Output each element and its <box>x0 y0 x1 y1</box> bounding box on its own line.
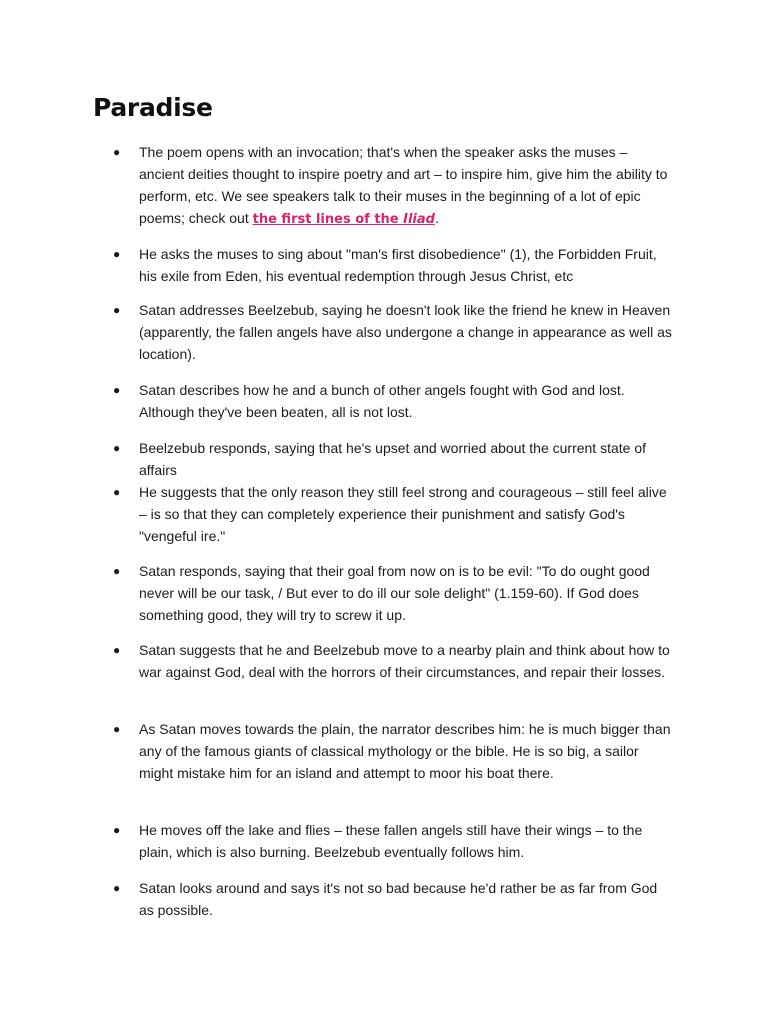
page-title: Paradise <box>93 93 213 122</box>
list-item <box>113 877 673 921</box>
bullet-icon: ● <box>113 485 121 499</box>
iliad-link[interactable]: the first lines of the Iliad <box>252 212 435 227</box>
bullet-icon: ● <box>113 383 121 397</box>
list-item <box>113 481 673 547</box>
bullet-icon: ● <box>113 441 121 455</box>
list-item <box>113 243 673 287</box>
list-item <box>113 639 673 683</box>
list-item <box>113 819 673 863</box>
bullet-icon: ● <box>113 247 121 261</box>
list-item-text: Beelzebub responds, saying that he's upset and worried about the current state of affairs <box>139 440 646 478</box>
list-item <box>113 379 673 423</box>
list-item <box>113 437 673 481</box>
list-item-text: Satan describes how he and a bunch of other angels fought with God and lost. Although they've been beaten, all is not lost. <box>139 382 625 420</box>
list-item-text: Satan responds, saying that their goal from now on is to be evil: "To do ought good never will be our task, / But ever to do ill our sole delight" (1.159-60). If God does something good, they will try to screw it up. <box>139 563 650 623</box>
list-item <box>113 718 673 784</box>
list-item-text: He asks the muses to sing about "man's first disobedience" (1), the Forbidden Fruit, his exile from Eden, his eventual redemption through Jesus Christ, etc <box>139 246 657 284</box>
bullet-icon: ● <box>113 823 121 837</box>
bullet-icon: ● <box>113 303 121 317</box>
list-item-text: He moves off the lake and flies – these fallen angels still have their wings – to the plain, which is also burning. Beelzebub eventually follows him. <box>139 822 643 860</box>
list-item-text: As Satan moves towards the plain, the narrator describes him: he is much bigger than any of the famous giants of classical mythology or the bible. He is so big, a sailor might mistake him for an island and attempt to moor his boat there. <box>139 721 671 781</box>
bullet-icon: ● <box>113 145 121 159</box>
bullet-icon: ● <box>113 722 121 736</box>
list-item-text: Satan addresses Beelzebub, saying he doesn't look like the friend he knew in Heaven (apparently, the fallen angels have also undergone a change in appearance as well as location). <box>139 302 672 362</box>
bullet-icon: ● <box>113 881 121 895</box>
list-item-text: Satan suggests that he and Beelzebub move to a nearby plain and think about how to war against God, deal with the horrors of their circumstances, and repair their losses. <box>139 642 670 680</box>
list-item <box>113 141 673 231</box>
list-item <box>113 299 673 365</box>
bullet-icon: ● <box>113 643 121 657</box>
list-item-text: Satan looks around and says it's not so bad because he'd rather be as far from God as possible. <box>139 880 658 918</box>
list-item-text: The poem opens with an invocation; that's when the speaker asks the muses – ancient deities thought to inspire poetry and art – to inspire him, give him the ability to perform, etc. We see speakers talk to their muses in the beginning of a lot of epic poems; check out the first lines of the Iliad. <box>139 144 668 227</box>
bullet-icon: ● <box>113 564 121 578</box>
list-item-text: He suggests that the only reason they still feel strong and courageous – still feel alive – is so that they can completely experience their punishment and satisfy God's "vengeful ire." <box>139 484 667 544</box>
list-item <box>113 560 673 626</box>
